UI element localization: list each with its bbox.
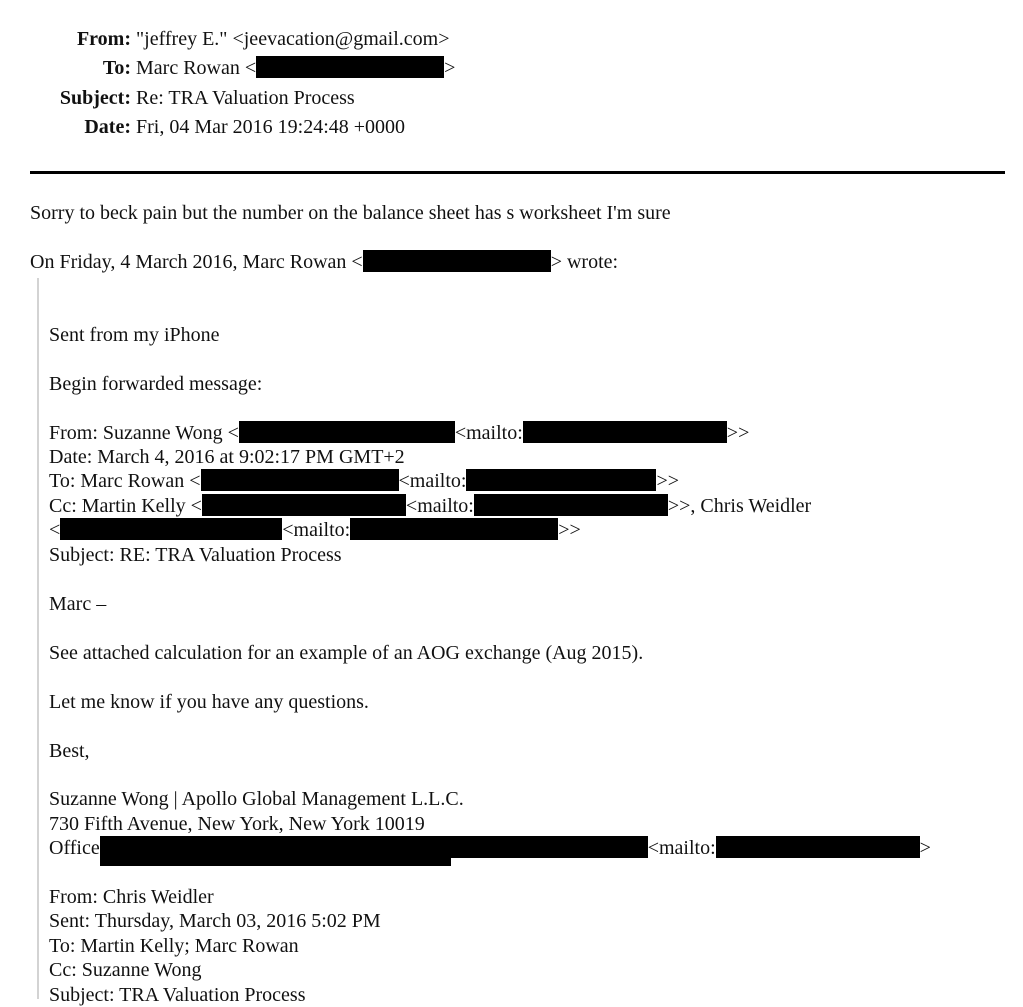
mailto-open: <mailto: (454, 422, 523, 444)
header-to-label: To: (102, 57, 131, 79)
signature-address: 730 Fifth Avenue, New York, New York 10019 (49, 813, 425, 835)
redaction-block (256, 56, 444, 78)
signature-office-label: Office (49, 837, 100, 859)
header-from-label: From: (76, 28, 131, 50)
begin-forwarded: Begin forwarded message: (49, 373, 263, 395)
mailto-close: >> (656, 470, 680, 492)
mailto-open: <mailto: (398, 470, 467, 492)
fwd-cc-line-2 (49, 518, 581, 542)
signature-office-line (49, 836, 931, 866)
fwd-to-prefix: To: Marc Rowan < (49, 470, 201, 492)
mailto-open: <mailto: (282, 519, 351, 541)
header-subject-row (0, 86, 355, 110)
fwd-date-line: Date: March 4, 2016 at 9:02:17 PM GMT+2 (49, 446, 405, 468)
redaction-block (239, 421, 455, 443)
orig-from-line: From: Chris Weidler (49, 886, 214, 908)
header-to-value: Marc Rowan < (136, 57, 257, 79)
redaction-block (716, 836, 920, 858)
redaction-block (451, 836, 648, 858)
cc-line2-prefix: < (49, 519, 61, 541)
redaction-block (350, 518, 558, 540)
fwd-cc-line (49, 494, 811, 518)
wrote-prefix: On Friday, 4 March 2016, Marc Rowan < (30, 251, 363, 273)
orig-subject-line: Subject: TRA Valuation Process (49, 984, 306, 1006)
orig-to-line: To: Martin Kelly; Marc Rowan (49, 935, 299, 957)
signature-name: Suzanne Wong | Apollo Global Management L.L.C. (49, 788, 464, 810)
paragraph-1: See attached calculation for an example of an AOG exchange (Aug 2015). (49, 642, 644, 664)
fwd-from-line (49, 421, 749, 445)
redaction-block (100, 836, 451, 866)
wrote-suffix: > wrote: (550, 251, 619, 273)
greeting: Marc – (49, 593, 107, 615)
orig-cc-line: Cc: Suzanne Wong (49, 959, 202, 981)
signature-close: > (919, 837, 931, 859)
orig-sent-line: Sent: Thursday, March 03, 2016 5:02 PM (49, 910, 381, 932)
header-date-value: Fri, 04 Mar 2016 19:24:48 +0000 (136, 116, 406, 138)
mailto-close-comma: >>, Chris Weidler (667, 495, 812, 517)
fwd-to-line (49, 469, 679, 493)
redaction-block (466, 469, 656, 491)
redaction-block (201, 469, 399, 491)
header-from-value: "jeffrey E." <jeevacation@gmail.com> (136, 28, 450, 50)
signature-mailto-open: <mailto: (647, 837, 716, 859)
quote-bar (37, 278, 39, 999)
header-date-label: Date: (84, 116, 131, 138)
fwd-subject-line: Subject: RE: TRA Valuation Process (49, 544, 342, 566)
closing: Best, (49, 740, 90, 762)
header-from-row (0, 27, 450, 51)
header-to-close: > (444, 57, 456, 79)
reply-text: Sorry to beck pain but the number on the balance sheet has s worksheet I'm sure (30, 202, 671, 224)
fwd-from-prefix: From: Suzanne Wong < (49, 422, 239, 444)
header-subject-label: Subject: (59, 87, 131, 109)
redaction-block (202, 494, 406, 516)
redaction-block (60, 518, 282, 540)
sent-from-iphone: Sent from my iPhone (49, 324, 220, 346)
mailto-close: >> (726, 422, 750, 444)
wrote-line (30, 250, 618, 274)
redaction-block (363, 250, 551, 272)
header-date-row (0, 115, 405, 139)
header-divider (30, 171, 1005, 174)
redaction-block (474, 494, 668, 516)
paragraph-2: Let me know if you have any questions. (49, 691, 369, 713)
header-subject-value: Re: TRA Valuation Process (136, 87, 355, 109)
fwd-cc-prefix: Cc: Martin Kelly < (49, 495, 202, 517)
redaction-block (523, 421, 727, 443)
mailto-close: >> (558, 519, 581, 541)
header-to-row (0, 56, 455, 80)
mailto-open: <mailto: (405, 495, 474, 517)
